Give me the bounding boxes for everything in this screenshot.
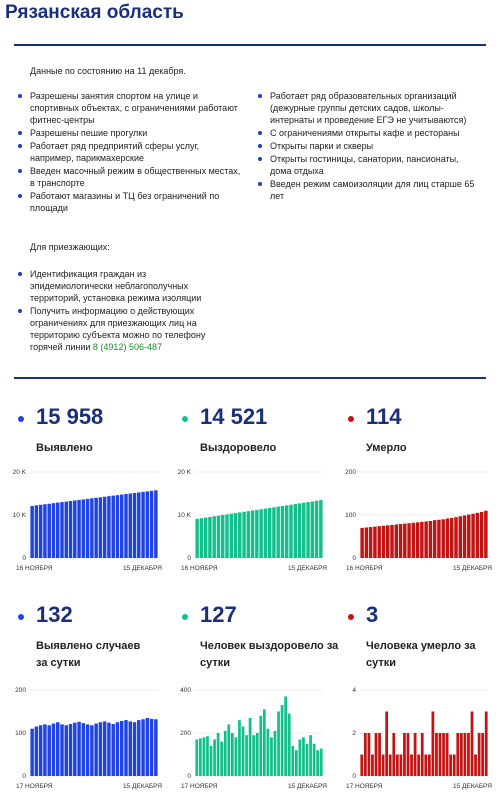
bar xyxy=(263,709,266,776)
stat-label: Человека умерло за сутки xyxy=(366,640,476,669)
bar xyxy=(56,722,59,776)
list-item: Разрешены пешие прогулки xyxy=(16,127,244,139)
bar xyxy=(446,518,449,558)
bar xyxy=(360,755,363,777)
bar xyxy=(111,724,114,776)
bar xyxy=(378,733,381,776)
x-tick-label-end: 15 ДЕКАБРЯ xyxy=(287,783,327,790)
stat-value: 127 xyxy=(200,602,237,627)
bar xyxy=(259,716,262,776)
bar xyxy=(288,714,291,776)
bar xyxy=(439,733,442,776)
bar xyxy=(446,733,449,776)
bar xyxy=(299,739,302,776)
y-tick-label: 2 xyxy=(352,730,356,737)
bar xyxy=(464,733,467,776)
bar xyxy=(227,724,230,776)
bar xyxy=(319,500,322,558)
y-tick-label: 0 xyxy=(187,773,191,780)
bar xyxy=(35,505,38,558)
bar xyxy=(390,525,393,558)
bar xyxy=(284,696,287,776)
bar xyxy=(432,712,435,777)
bar xyxy=(137,492,140,558)
bar xyxy=(369,527,372,558)
bar xyxy=(459,516,462,558)
bar xyxy=(77,722,80,776)
bar xyxy=(360,528,363,558)
x-tick-label-start: 16 НОЯБРЯ xyxy=(346,565,383,572)
stat-value: 3 xyxy=(366,602,379,627)
bar xyxy=(441,519,444,558)
bar xyxy=(368,733,371,776)
bar xyxy=(103,497,106,558)
bar xyxy=(295,750,298,776)
bar xyxy=(204,518,207,558)
bar xyxy=(433,520,436,558)
bar xyxy=(316,750,319,776)
bar xyxy=(30,506,33,558)
bar xyxy=(220,742,223,776)
bar xyxy=(69,501,72,558)
bar xyxy=(94,724,97,776)
x-tick-label-start: 16 НОЯБРЯ xyxy=(181,565,218,572)
list-item: Работает ряд образовательных организаций (дежурные группы детских садов, школы-интернаты и проведение ЕГЭ не учитываются) xyxy=(256,90,478,126)
bar xyxy=(313,744,316,776)
bar xyxy=(471,712,474,777)
bar xyxy=(124,720,127,776)
bar xyxy=(195,519,198,558)
bar xyxy=(73,723,76,776)
bar xyxy=(274,731,277,776)
series-dot xyxy=(182,614,188,620)
bar xyxy=(435,733,438,776)
bar xyxy=(30,729,33,776)
bar xyxy=(454,517,457,558)
y-tick-label: 4 xyxy=(352,687,356,694)
restrictions-list-left xyxy=(16,90,244,215)
bar xyxy=(154,490,157,558)
bar xyxy=(210,746,213,776)
bar xyxy=(306,502,309,558)
bar xyxy=(238,512,241,558)
bar xyxy=(311,501,314,558)
bar xyxy=(395,524,398,558)
bar xyxy=(399,524,402,558)
y-tick-label: 100 xyxy=(15,730,26,737)
bar xyxy=(213,739,216,776)
bar xyxy=(476,513,479,558)
x-tick-label-end: 15 ДЕКАБРЯ xyxy=(452,783,492,790)
y-tick-label: 10 K xyxy=(177,512,191,519)
series-dot xyxy=(18,614,24,620)
arrivals-heading: Для приезжающих: xyxy=(30,242,110,252)
chart-recovered-daily xyxy=(175,684,325,794)
bar xyxy=(471,514,474,558)
bar xyxy=(365,527,368,558)
bar xyxy=(56,503,59,558)
bar xyxy=(285,505,288,558)
bar xyxy=(199,738,202,776)
bar xyxy=(453,755,456,777)
bar xyxy=(86,724,89,776)
bar xyxy=(238,720,241,776)
bar xyxy=(298,503,301,558)
bar xyxy=(256,733,259,776)
x-tick-label-start: 16 НОЯБРЯ xyxy=(16,565,53,572)
bar xyxy=(382,755,385,777)
y-tick-label: 0 xyxy=(22,555,26,562)
x-tick-label-start: 17 НОЯБРЯ xyxy=(181,783,218,790)
list-item: Открыты гостиницы, санатории, пансионаты, дома отдыха xyxy=(256,153,478,177)
bar xyxy=(277,712,280,777)
x-tick-label-end: 15 ДЕКАБРЯ xyxy=(287,565,327,572)
bar xyxy=(225,514,228,558)
x-tick-label-start: 17 НОЯБРЯ xyxy=(16,783,53,790)
bar xyxy=(150,719,153,776)
bar xyxy=(449,755,452,777)
stat-label: Выявлено xyxy=(36,442,93,454)
bar xyxy=(35,727,38,776)
stat-value: 114 xyxy=(366,404,402,429)
bar xyxy=(141,719,144,776)
bar xyxy=(90,725,93,776)
bar xyxy=(99,722,102,776)
bar xyxy=(69,724,72,776)
bar xyxy=(208,517,211,558)
bar xyxy=(392,733,395,776)
y-tick-label: 0 xyxy=(352,773,356,780)
bar xyxy=(60,502,63,558)
arrivals-list xyxy=(16,268,231,354)
bar xyxy=(60,724,63,776)
series-dot xyxy=(348,416,354,422)
bar xyxy=(289,505,292,558)
bar xyxy=(146,491,149,558)
chart-recovered-total xyxy=(175,466,325,576)
bar xyxy=(77,500,80,558)
list-item: Разрешены занятия спортом на улице и спортивных объектах, с ограничениями работают фитнес-центры xyxy=(16,90,244,126)
bar xyxy=(217,733,220,776)
bar xyxy=(124,494,127,558)
y-tick-label: 0 xyxy=(352,555,356,562)
chart-deaths-total xyxy=(340,466,490,576)
list-item: Введен масочный режим в общественных местах, в транспорте xyxy=(16,165,244,189)
list-item: Открыты парки и скверы xyxy=(256,140,478,152)
bar xyxy=(129,494,132,559)
bar xyxy=(396,755,399,777)
bar xyxy=(276,507,279,558)
middle-rule xyxy=(14,377,486,379)
x-tick-label-end: 15 ДЕКАБРЯ xyxy=(122,565,162,572)
bar xyxy=(224,731,227,776)
bar xyxy=(94,498,97,558)
bar xyxy=(203,737,206,776)
y-tick-label: 0 xyxy=(22,773,26,780)
bar xyxy=(195,739,198,776)
chart-cases-daily xyxy=(10,684,160,794)
bar xyxy=(463,515,466,558)
x-tick-label-end: 15 ДЕКАБРЯ xyxy=(452,565,492,572)
bar xyxy=(99,497,102,558)
bar xyxy=(82,723,85,776)
y-tick-label: 20 K xyxy=(12,469,26,476)
stat-label: Выявлено случаев за сутки xyxy=(36,640,141,669)
bar xyxy=(264,509,267,558)
bar xyxy=(309,735,312,776)
stat-value: 132 xyxy=(36,602,73,627)
y-tick-label: 20 K xyxy=(177,469,191,476)
bar xyxy=(133,722,136,776)
bar xyxy=(133,493,136,558)
hotline-phone-link[interactable]: 8 (4912) 506-487 xyxy=(92,342,162,352)
y-tick-label: 400 xyxy=(180,687,191,694)
bar xyxy=(407,733,410,776)
bar xyxy=(90,498,93,558)
bar xyxy=(206,736,209,776)
stat-label: Выздоровело xyxy=(200,442,277,454)
bar xyxy=(481,733,484,776)
bar xyxy=(154,719,157,776)
bar xyxy=(116,722,119,776)
bar xyxy=(407,523,410,558)
bar xyxy=(442,733,445,776)
x-tick-label-start: 17 НОЯБРЯ xyxy=(346,783,383,790)
bar xyxy=(456,733,459,776)
bar xyxy=(39,505,42,558)
bar xyxy=(65,502,68,558)
bar xyxy=(474,755,477,777)
date-note: Данные по состоянию на 11 декабря. xyxy=(30,66,186,76)
bar xyxy=(373,527,376,558)
bar xyxy=(247,511,250,558)
bar xyxy=(141,492,144,558)
bar xyxy=(245,735,248,776)
bar xyxy=(217,516,220,558)
bar xyxy=(414,733,417,776)
bar xyxy=(212,516,215,558)
bar xyxy=(242,512,245,558)
bar xyxy=(255,510,258,558)
y-tick-label: 10 K xyxy=(12,512,26,519)
bar xyxy=(389,755,392,777)
bar xyxy=(107,496,110,558)
bar xyxy=(410,755,413,777)
x-tick-label-end: 15 ДЕКАБРЯ xyxy=(122,783,162,790)
bar xyxy=(234,513,237,558)
bar xyxy=(47,725,50,776)
chart-cases-total xyxy=(10,466,160,576)
bar xyxy=(150,491,153,558)
bar xyxy=(249,718,252,776)
list-item xyxy=(16,305,231,353)
bar xyxy=(120,495,123,558)
list-item: Работают магазины и ТЦ без ограничений по площади xyxy=(16,190,244,214)
bar xyxy=(52,503,55,558)
bar xyxy=(86,499,89,558)
bar xyxy=(268,508,271,558)
y-tick-label: 100 xyxy=(345,512,356,519)
bar xyxy=(424,755,427,777)
list-item: С ограничениями открыты кафе и рестораны xyxy=(256,127,478,139)
bar xyxy=(291,746,294,776)
list-item: Идентификация граждан из эпидемиологически неблагополучных территорий, установка режима изоляции xyxy=(16,268,231,304)
bar xyxy=(385,712,388,777)
stat-label: Человек выздоровело за сутки xyxy=(200,640,339,669)
bar xyxy=(251,510,254,558)
bar xyxy=(480,512,483,558)
bar xyxy=(315,501,318,558)
top-rule xyxy=(14,44,486,46)
bar xyxy=(129,721,132,776)
bar xyxy=(400,755,403,777)
stat-value: 14 521 xyxy=(200,404,268,429)
bar xyxy=(424,521,427,558)
y-tick-label: 200 xyxy=(15,687,26,694)
bar xyxy=(306,744,309,776)
bar xyxy=(137,720,140,776)
bar xyxy=(421,733,424,776)
y-tick-label: 200 xyxy=(180,730,191,737)
bar xyxy=(272,507,275,558)
stat-label: Умерло xyxy=(366,442,407,454)
bar xyxy=(460,733,463,776)
bar xyxy=(47,504,50,558)
bar xyxy=(377,526,380,558)
bar xyxy=(281,705,284,776)
bar xyxy=(371,755,374,777)
bar xyxy=(467,733,470,776)
series-dot xyxy=(182,416,188,422)
bar xyxy=(403,524,406,558)
bar xyxy=(416,522,419,558)
page-title: Рязанская область xyxy=(5,2,184,23)
bar xyxy=(429,521,432,558)
bar xyxy=(302,737,305,776)
bar xyxy=(320,749,323,776)
chart-deaths-daily xyxy=(340,684,490,794)
y-tick-label: 200 xyxy=(345,469,356,476)
bar xyxy=(467,515,470,558)
bar xyxy=(267,729,270,776)
bar xyxy=(111,496,114,558)
bar xyxy=(375,733,378,776)
bar xyxy=(107,723,110,776)
bar xyxy=(450,518,453,558)
bar xyxy=(417,755,420,777)
list-item: Введен режим самоизоляции для лиц старше 65 лет xyxy=(256,178,478,202)
bar xyxy=(302,503,305,558)
bar xyxy=(437,520,440,558)
bar xyxy=(73,500,76,558)
bar xyxy=(200,518,203,558)
restrictions-list-right xyxy=(256,90,478,203)
bar xyxy=(65,725,68,776)
stat-value: 15 958 xyxy=(36,404,104,429)
bar xyxy=(43,504,46,558)
bar xyxy=(116,495,119,558)
bar xyxy=(294,504,297,558)
bar xyxy=(420,522,423,558)
series-dot xyxy=(348,614,354,620)
bar xyxy=(52,724,55,776)
bar xyxy=(235,737,238,776)
bar xyxy=(252,735,255,776)
bar xyxy=(364,733,367,776)
bar xyxy=(281,506,284,558)
bar xyxy=(43,724,46,776)
bar xyxy=(82,499,85,558)
arrivals-text: Получить информацию о действующих ограничениях для приезжающих лиц на территорию субъекта можно по телефону горячей линии xyxy=(30,306,206,352)
bar xyxy=(231,733,234,776)
bar xyxy=(39,725,42,776)
bar xyxy=(259,509,262,558)
bar xyxy=(270,737,273,776)
bar xyxy=(146,718,149,776)
bar xyxy=(478,733,481,776)
bar xyxy=(386,525,389,558)
bar xyxy=(485,712,488,777)
series-dot xyxy=(18,416,24,422)
y-tick-label: 0 xyxy=(187,555,191,562)
bar xyxy=(120,721,123,776)
bar xyxy=(484,511,487,558)
bar xyxy=(382,526,385,558)
bar xyxy=(230,514,233,558)
bar xyxy=(412,523,415,558)
bar xyxy=(403,733,406,776)
bar xyxy=(428,755,431,777)
bar xyxy=(221,515,224,558)
bar xyxy=(242,727,245,776)
list-item: Работает ряд предприятий сферы услуг, например, парикмахерские xyxy=(16,140,244,164)
bar xyxy=(103,721,106,776)
